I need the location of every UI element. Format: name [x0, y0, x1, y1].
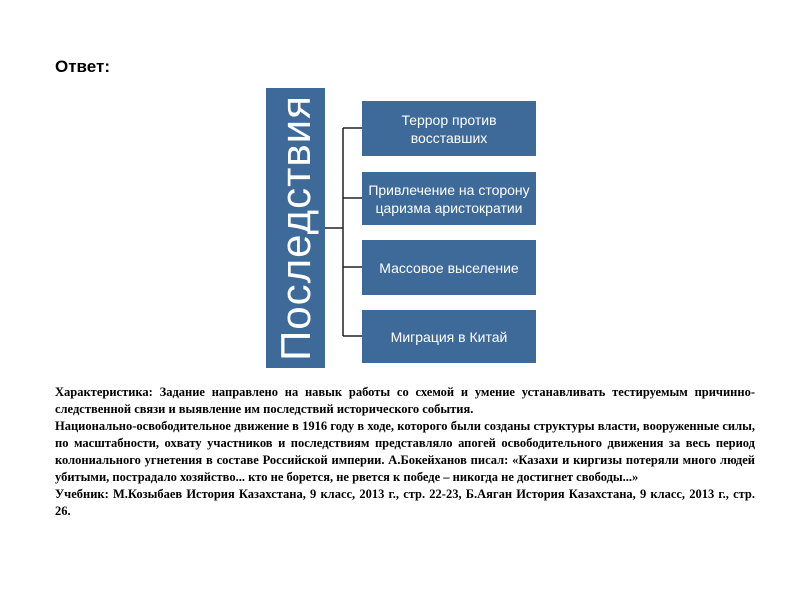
textbook-reference: Учебник: М.Козыбаев История Казахстана, 9 класс, 2013 г., стр. 22-23, Б.Аяган История Казахстана, 9 класс, 2013 г., стр. 26. — [55, 487, 755, 518]
movement-paragraph: Национально-освободительное движение в 1916 году в ходе, которого были созданы структуры власти, вооруженные силы, по масштабности, охвату участников и последствиям представляло апогей освободительного движения за весь период колониального угнетения в составе Российской империи. А.Бокейханов писал: «Казахи и киргизы потеряли много людей убитыми, пострадало хозяйство... кто не борется, не рвется к победе – никогда не достигнет свободы...» — [55, 419, 755, 484]
diagram-child-box — [362, 101, 536, 156]
diagram-root-label: Последствия — [271, 95, 319, 361]
diagram-child-box — [362, 310, 536, 363]
diagram-child-label: Миграция в Китай — [390, 328, 508, 345]
description-block — [55, 384, 755, 520]
diagram-child-label: Массовое выселение — [379, 259, 519, 276]
diagram-root-box — [266, 88, 325, 368]
diagram-child-label: Привлечение на сторону царизма аристократии — [368, 181, 530, 216]
diagram-child-box — [362, 172, 536, 225]
answer-label: Ответ: — [55, 57, 110, 76]
characteristic-paragraph: Характеристика: Задание направлено на навык работы со схемой и умение устанавливать тестируемым причинно-следственной связи и выявление им последствий исторического события. — [55, 385, 755, 416]
diagram-child-box — [362, 240, 536, 295]
diagram-child-label: Террор против восставших — [401, 111, 497, 146]
